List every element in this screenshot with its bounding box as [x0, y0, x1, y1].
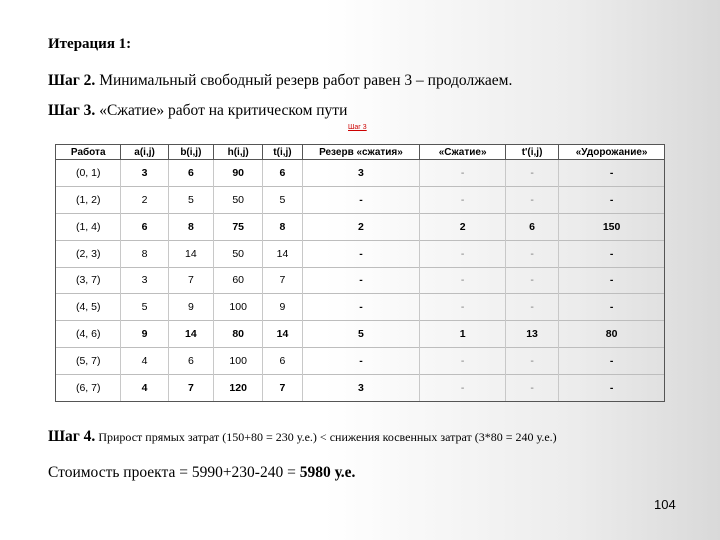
table-cell: 8: [168, 213, 213, 240]
table-cell: 75: [214, 213, 263, 240]
step3-link[interactable]: Шаг 3: [348, 124, 367, 131]
column-header: t'(i,j): [505, 145, 558, 160]
table-cell: 9: [121, 321, 168, 348]
project-cost-line: [48, 464, 355, 482]
table-cell: 14: [263, 321, 302, 348]
table-row: [56, 160, 665, 187]
table-cell: 80: [559, 321, 665, 348]
table-cell: 5: [168, 186, 213, 213]
table-cell: (3, 7): [56, 267, 121, 294]
table-header-row: [56, 145, 665, 160]
step4-text: Прирост прямых затрат (150+80 = 230 у.е.) < снижения косвенных затрат (3*80 = 240 у.е.): [95, 430, 557, 444]
table-cell: 4: [121, 348, 168, 375]
table-cell: -: [420, 375, 506, 402]
table-cell: 100: [214, 348, 263, 375]
table-cell: -: [420, 240, 506, 267]
table-cell: -: [505, 267, 558, 294]
table-cell: -: [302, 294, 420, 321]
column-header: a(i,j): [121, 145, 168, 160]
table-cell: 1: [420, 321, 506, 348]
table-cell: 5: [121, 294, 168, 321]
table-cell: 8: [263, 213, 302, 240]
column-header: t(i,j): [263, 145, 302, 160]
step4-line: [48, 428, 557, 446]
table-cell: (2, 3): [56, 240, 121, 267]
column-header: Резерв «сжатия»: [302, 145, 420, 160]
table-cell: 2: [420, 213, 506, 240]
table-cell: 7: [263, 267, 302, 294]
table-row: [56, 348, 665, 375]
table-cell: 8: [121, 240, 168, 267]
table-cell: 6: [121, 213, 168, 240]
table-cell: (4, 6): [56, 321, 121, 348]
table-cell: 3: [121, 267, 168, 294]
table-cell: -: [559, 160, 665, 187]
table-cell: (0, 1): [56, 160, 121, 187]
column-header: «Удорожание»: [559, 145, 665, 160]
column-header: Работа: [56, 145, 121, 160]
table-cell: 50: [214, 240, 263, 267]
table-row: [56, 240, 665, 267]
table-cell: 14: [168, 240, 213, 267]
table-cell: (1, 4): [56, 213, 121, 240]
table-cell: -: [559, 294, 665, 321]
table-cell: (1, 2): [56, 186, 121, 213]
table-cell: 9: [263, 294, 302, 321]
table-cell: 6: [168, 348, 213, 375]
step3-label: Шаг 3.: [48, 102, 96, 119]
table-cell: 5: [302, 321, 420, 348]
column-header: h(i,j): [214, 145, 263, 160]
table-cell: 13: [505, 321, 558, 348]
table-cell: 4: [121, 375, 168, 402]
table-cell: 7: [263, 375, 302, 402]
table-cell: -: [505, 348, 558, 375]
table-cell: -: [302, 267, 420, 294]
table-cell: -: [420, 294, 506, 321]
table-cell: -: [559, 186, 665, 213]
iteration-heading: Итерация 1:: [48, 36, 132, 52]
step2-line: [48, 72, 512, 90]
table-cell: 2: [302, 213, 420, 240]
table-cell: 150: [559, 213, 665, 240]
table-cell: 6: [168, 160, 213, 187]
table-cell: 60: [214, 267, 263, 294]
step3-line: [48, 102, 347, 120]
compression-table: [55, 144, 665, 402]
table-cell: -: [559, 240, 665, 267]
table-cell: -: [302, 186, 420, 213]
table-cell: 7: [168, 267, 213, 294]
step2-text: Минимальный свободный резерв работ равен 3 – продолжаем.: [95, 72, 513, 89]
table-cell: -: [420, 186, 506, 213]
table-cell: -: [302, 348, 420, 375]
table-cell: (5, 7): [56, 348, 121, 375]
table-cell: 3: [302, 160, 420, 187]
table-row: [56, 267, 665, 294]
table-row: [56, 186, 665, 213]
table-row: [56, 321, 665, 348]
table-cell: 6: [263, 348, 302, 375]
table-cell: 120: [214, 375, 263, 402]
table-cell: -: [559, 375, 665, 402]
table-cell: (4, 5): [56, 294, 121, 321]
table-cell: -: [559, 348, 665, 375]
table-cell: -: [505, 186, 558, 213]
project-cost-text: Стоимость проекта = 5990+230-240 =: [48, 464, 300, 481]
step3-text: «Сжатие» работ на критическом пути: [95, 102, 348, 119]
table-cell: -: [420, 267, 506, 294]
column-header: b(i,j): [168, 145, 213, 160]
table-cell: 3: [302, 375, 420, 402]
table-cell: -: [505, 294, 558, 321]
table-cell: 9: [168, 294, 213, 321]
step2-label: Шаг 2.: [48, 72, 96, 89]
table-cell: 50: [214, 186, 263, 213]
table-cell: -: [505, 160, 558, 187]
table-cell: -: [420, 348, 506, 375]
table-cell: 80: [214, 321, 263, 348]
page-number: 104: [654, 497, 676, 512]
table-cell: -: [505, 240, 558, 267]
table-cell: (6, 7): [56, 375, 121, 402]
step4-label: Шаг 4.: [48, 428, 96, 445]
table-cell: -: [302, 240, 420, 267]
column-header: «Сжатие»: [420, 145, 506, 160]
table-cell: 14: [263, 240, 302, 267]
table-cell: 100: [214, 294, 263, 321]
table-cell: -: [505, 375, 558, 402]
table-cell: 14: [168, 321, 213, 348]
table-cell: 6: [505, 213, 558, 240]
table-cell: -: [420, 160, 506, 187]
table-cell: -: [559, 267, 665, 294]
table-cell: 7: [168, 375, 213, 402]
table-cell: 5: [263, 186, 302, 213]
table-cell: 90: [214, 160, 263, 187]
table-cell: 6: [263, 160, 302, 187]
project-cost-result: 5980 у.е.: [299, 464, 356, 481]
table-cell: 3: [121, 160, 168, 187]
table-cell: 2: [121, 186, 168, 213]
table-row: [56, 294, 665, 321]
table-row: [56, 213, 665, 240]
table-row: [56, 375, 665, 402]
